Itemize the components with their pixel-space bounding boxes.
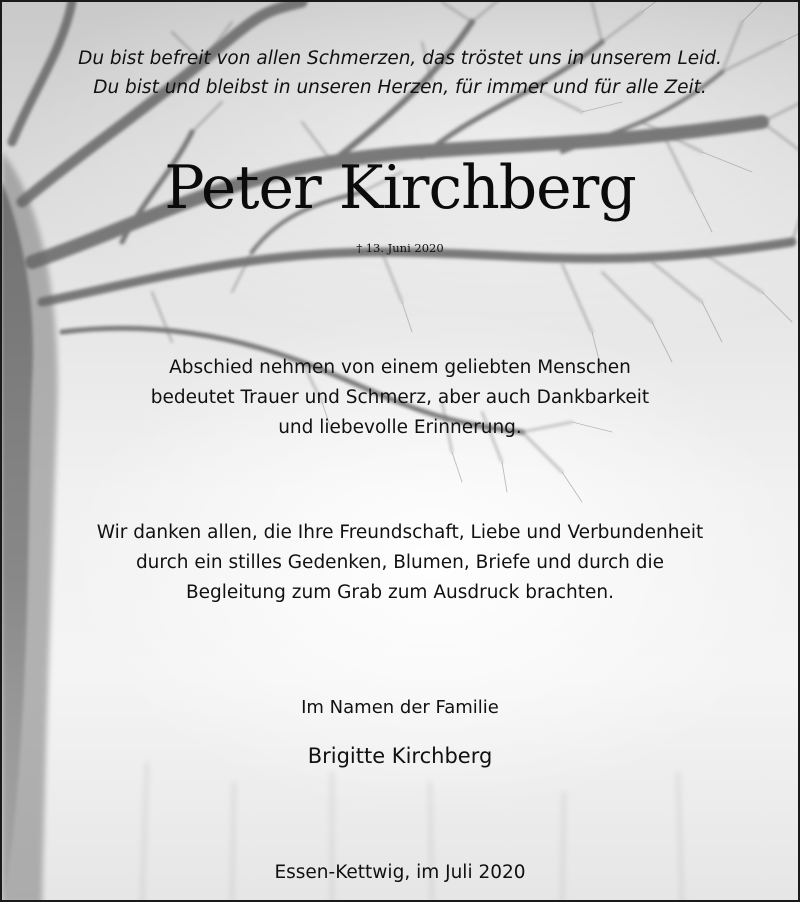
thanks-line-2: durch ein stilles Gedenken, Blumen, Briefe und durch die	[135, 552, 665, 573]
farewell-line-3: und liebevolle Erinnerung.	[278, 417, 522, 438]
verse-line-2: Du bist und bleibst in unseren Herzen, für immer und für alle Zeit.	[93, 77, 707, 98]
farewell-line-1: Abschied nehmen von einem geliebten Menschen	[169, 357, 631, 378]
death-date: † 13. Juni 2020	[356, 241, 444, 255]
signature-intro: Im Namen der Familie	[301, 697, 499, 718]
verse-line-1: Du bist befreit von allen Schmerzen, das tröstet uns in unserem Leid.	[78, 48, 722, 69]
signature-name: Brigitte Kirchberg	[307, 744, 493, 768]
thanks-line-1: Wir danken allen, die Ihre Freundschaft, Liebe und Verbundenheit	[96, 522, 704, 543]
memorial-verse	[2, 44, 798, 102]
place-and-date: Essen-Kettwig, im Juli 2020	[274, 862, 526, 883]
farewell-line-2: bedeutet Trauer und Schmerz, aber auch Dankbarkeit	[150, 387, 650, 408]
farewell-paragraph	[2, 353, 798, 443]
deceased-name: Peter Kirchberg	[164, 153, 636, 223]
thanks-paragraph	[2, 518, 798, 608]
thanks-line-3: Begleitung zum Grab zum Ausdruck brachten.	[185, 582, 615, 603]
